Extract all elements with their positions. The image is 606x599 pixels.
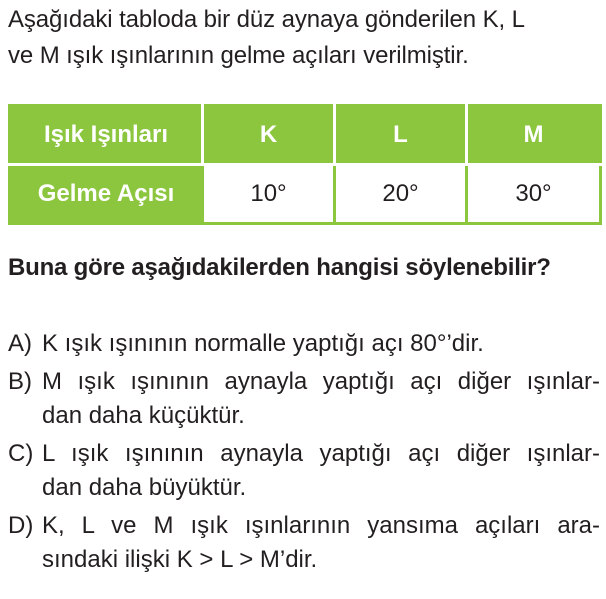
table-column-m: M [467,106,601,165]
option-letter: C) [8,439,34,467]
table-column-l: L [335,106,467,165]
option-text-line: K ışık ışınının normalle yaptığı açı 80°’dir. [42,330,484,357]
option-c[interactable] [8,437,600,506]
table-row [10,165,601,224]
option-text-line: K, L ve M ışık ışınlarının yansıma açıları ara- [42,511,600,539]
option-text-line: sındaki ilişki K > L > M’dir. [42,546,318,573]
option-d[interactable] [8,509,600,578]
option-a[interactable] [8,327,600,362]
table-row-label: Gelme Açısı [10,165,203,224]
answer-options [8,327,600,581]
question-text: Buna göre aşağıdakilerden hangisi söylenebilir? [8,254,551,281]
incidence-angle-table [8,104,602,225]
table-cell-m-angle: 30° [467,165,601,224]
table-cell-l-angle: 20° [335,165,467,224]
option-b[interactable] [8,365,600,434]
intro-line-1: Aşağıdaki tabloda bir düz aynaya gönderilen K, L [8,6,525,33]
intro-text [8,2,598,74]
option-text-line: L ışık ışınının aynayla yaptığı açı diğer ışınlar- [42,439,600,467]
option-text-line: dan daha küçüktür. [42,402,245,429]
option-letter: B) [8,367,32,395]
table-cell-k-angle: 10° [203,165,335,224]
option-letter: D) [8,511,34,539]
table-header-row [10,106,601,165]
table-column-k: K [203,106,335,165]
option-text-line: dan daha büyüktür. [42,474,247,501]
table-header-label: Işık Işınları [10,106,203,165]
option-text-line: M ışık ışınının aynayla yaptığı açı diğer ışınlar- [42,367,600,395]
option-letter: A) [8,330,32,357]
intro-line-2: ve M ışık ışınlarının gelme açıları verilmiştir. [8,42,469,69]
